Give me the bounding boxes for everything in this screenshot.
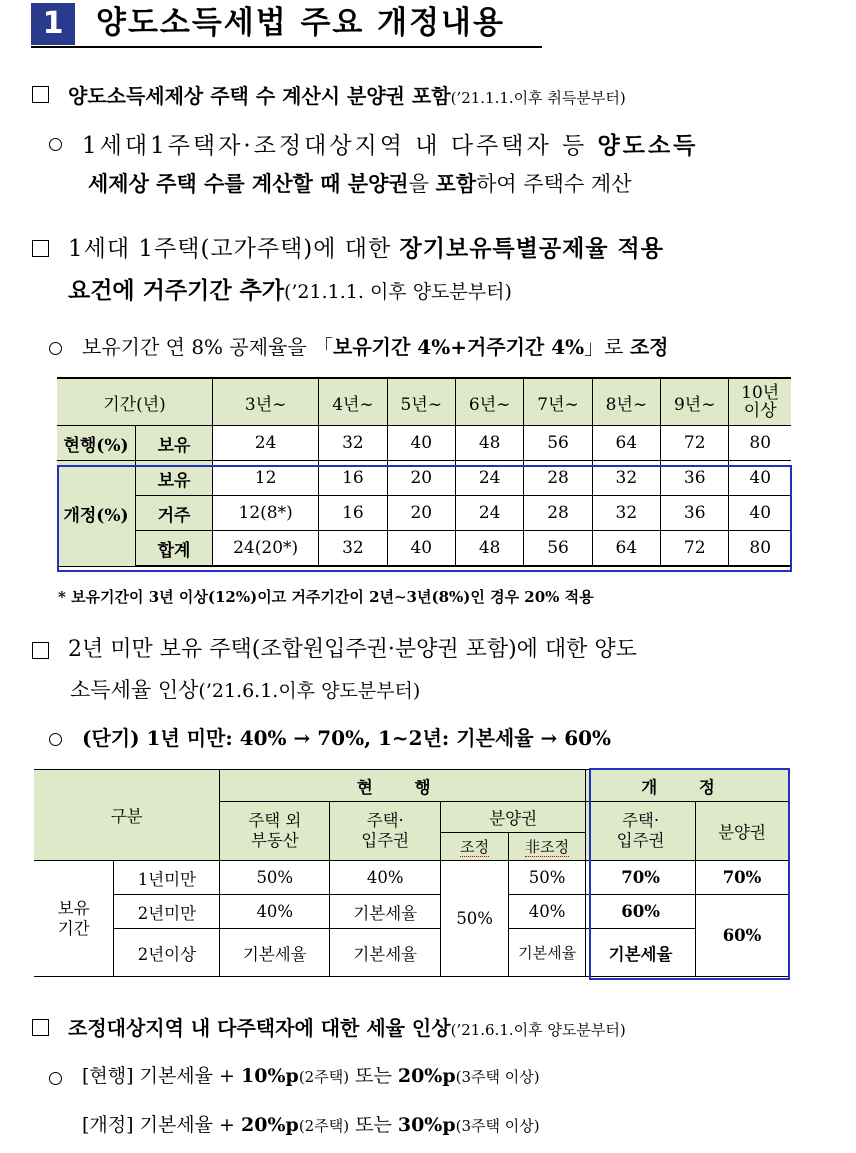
revised-highlight-box [57,465,792,572]
table-cell: 32 [319,426,387,461]
table-cell: 50% [509,861,586,895]
s4-current-line: [현행] 기본세율 + 10%p(2주택) 또는 20%p(3주택 이상) [82,1065,540,1087]
year-header: 9년∼ [661,378,729,426]
gubun-header: 구분 [34,770,220,861]
row-sublabel: 보유 [136,461,213,496]
row-label: 개정(%) [57,461,136,567]
year-header: 8년∼ [592,378,660,426]
checkbox-square-icon [32,642,49,659]
s2-footnote: * 보유기간이 3년 이상(12%)이고 거주기간이 2년∼3년(8%)인 경우 20% 적용 [58,588,594,606]
s1-heading: 양도소득세제상 주택 수 계산시 분양권 포함(’21.1.1.이후 취득분부터) [68,84,626,108]
table-row [57,426,791,461]
title-underline [31,46,542,48]
table-cell: 24 [455,461,523,496]
col-presale: 분양권 [441,802,586,833]
s1-bullet-line1: 1세대1주택자·조정대상지역 내 다주택자 등 양도소득 [82,132,699,159]
year-header: 5년∼ [387,378,455,426]
col-adjusted: 조정 [441,833,509,861]
table-cell: 36 [661,496,729,531]
table-cell: 기본세율 [330,895,441,929]
table-cell: 40% [330,861,441,895]
s2-heading-line1: 1세대 1주택(고가주택)에 대한 장기보유특별공제율 적용 [68,235,664,262]
table-cell: 60% [696,895,789,977]
table-cell: 32 [592,461,660,496]
row-label: 1년미만 [114,861,220,895]
col-nonadjusted: 非조정 [509,833,586,861]
table-cell: 64 [592,531,660,567]
table-header-row [57,378,791,426]
revised-header: 개 정 [586,770,789,802]
checkbox-square-icon [32,240,49,257]
table-cell: 24 [455,496,523,531]
table-cell: 40% [220,895,330,929]
s2-bullet: 보유기간 연 8% 공제율을 「보유기간 4%+거주기간 4%」로 조정 [82,335,669,359]
table-cell: 56 [524,531,592,567]
table-cell: 80 [729,531,791,567]
table-cell: 32 [592,496,660,531]
table-cell: 기본세율 [220,929,330,977]
table-cell: 40 [387,531,455,567]
bullet-circle-icon [49,733,62,746]
table-cell: 24(20*) [213,531,319,567]
table-cell: 64 [592,426,660,461]
table-cell: 20 [387,496,455,531]
col-revised-presale: 분양권 [696,802,789,861]
row-label: 2년이상 [114,929,220,977]
row-sublabel: 합계 [136,531,213,567]
table-cell: 12(8*) [213,496,319,531]
year-header: 6년∼ [455,378,523,426]
bullet-circle-icon [49,342,62,355]
current-header: 현 행 [220,770,586,802]
bullet-circle-icon [49,1072,62,1085]
row-label: 현행(%) [57,426,136,461]
table-cell: 12 [213,461,319,496]
table-cell: 72 [661,531,729,567]
s3-heading-line2: 소득세율 인상(’21.6.1.이후 양도분부터) [70,678,421,702]
table-cell: 기본세율 [586,929,696,977]
s3-bullet: (단기) 1년 미만: 40% → 70%, 1~2년: 기본세율 → 60% [82,726,612,750]
s1-bullet-line2: 세제상 주택 수를 계산할 때 분양권을 포함하여 주택수 계산 [88,171,632,196]
col-revised-housing: 주택· 입주권 [586,802,696,861]
table-cell: 40% [509,895,586,929]
table-cell: 기본세율 [330,929,441,977]
table-cell: 28 [524,461,592,496]
year-header: 3년∼ [213,378,319,426]
s3-heading-line1: 2년 미만 보유 주택(조합원입주권·분양권 포함)에 대한 양도 [68,637,637,662]
table-cell: 80 [729,426,791,461]
table-cell: 50% [441,861,509,977]
table-cell: 40 [729,496,791,531]
table-cell: 40 [729,461,791,496]
table-cell: 16 [319,461,387,496]
table-cell: 기본세율 [509,929,586,977]
holding-period-label: 보유 기간 [34,861,114,977]
table-cell: 16 [319,496,387,531]
table-cell: 70% [696,861,789,895]
table-cell: 56 [524,426,592,461]
year-header: 7년∼ [524,378,592,426]
year-header: 10년 이상 [729,378,791,426]
bullet-circle-icon [49,138,62,151]
row-label: 2년미만 [114,895,220,929]
row-sublabel: 거주 [136,496,213,531]
table-cell: 48 [455,531,523,567]
s4-heading: 조정대상지역 내 다주택자에 대한 세율 인상(’21.6.1.이후 양도분부터) [68,1016,626,1040]
col-housing: 주택· 입주권 [330,802,441,861]
checkbox-square-icon [32,86,49,103]
s2-heading-line2: 요건에 거주기간 추가(’21.1.1. 이후 양도분부터) [68,277,512,304]
s4-revised-line: [개정] 기본세율 + 20%p(2주택) 또는 30%p(3주택 이상) [82,1114,540,1136]
year-header: 4년∼ [319,378,387,426]
row-sublabel: 보유 [136,426,213,461]
table-cell: 48 [455,426,523,461]
table-cell: 24 [213,426,319,461]
page-title: 양도소득세법 주요 개정내용 [96,5,505,41]
revised-highlight-box [589,768,790,980]
table-cell: 70% [586,861,696,895]
table-cell: 60% [586,895,696,929]
col-nonhousing: 주택 외 부동산 [220,802,330,861]
table-cell: 32 [319,531,387,567]
table-cell: 20 [387,461,455,496]
section-number: 1 [31,3,75,45]
table-cell: 28 [524,496,592,531]
checkbox-square-icon [32,1019,49,1036]
table-cell: 40 [387,426,455,461]
table-cell: 72 [661,426,729,461]
period-header: 기간(년) [57,378,213,426]
table-cell: 50% [220,861,330,895]
table-cell: 36 [661,461,729,496]
